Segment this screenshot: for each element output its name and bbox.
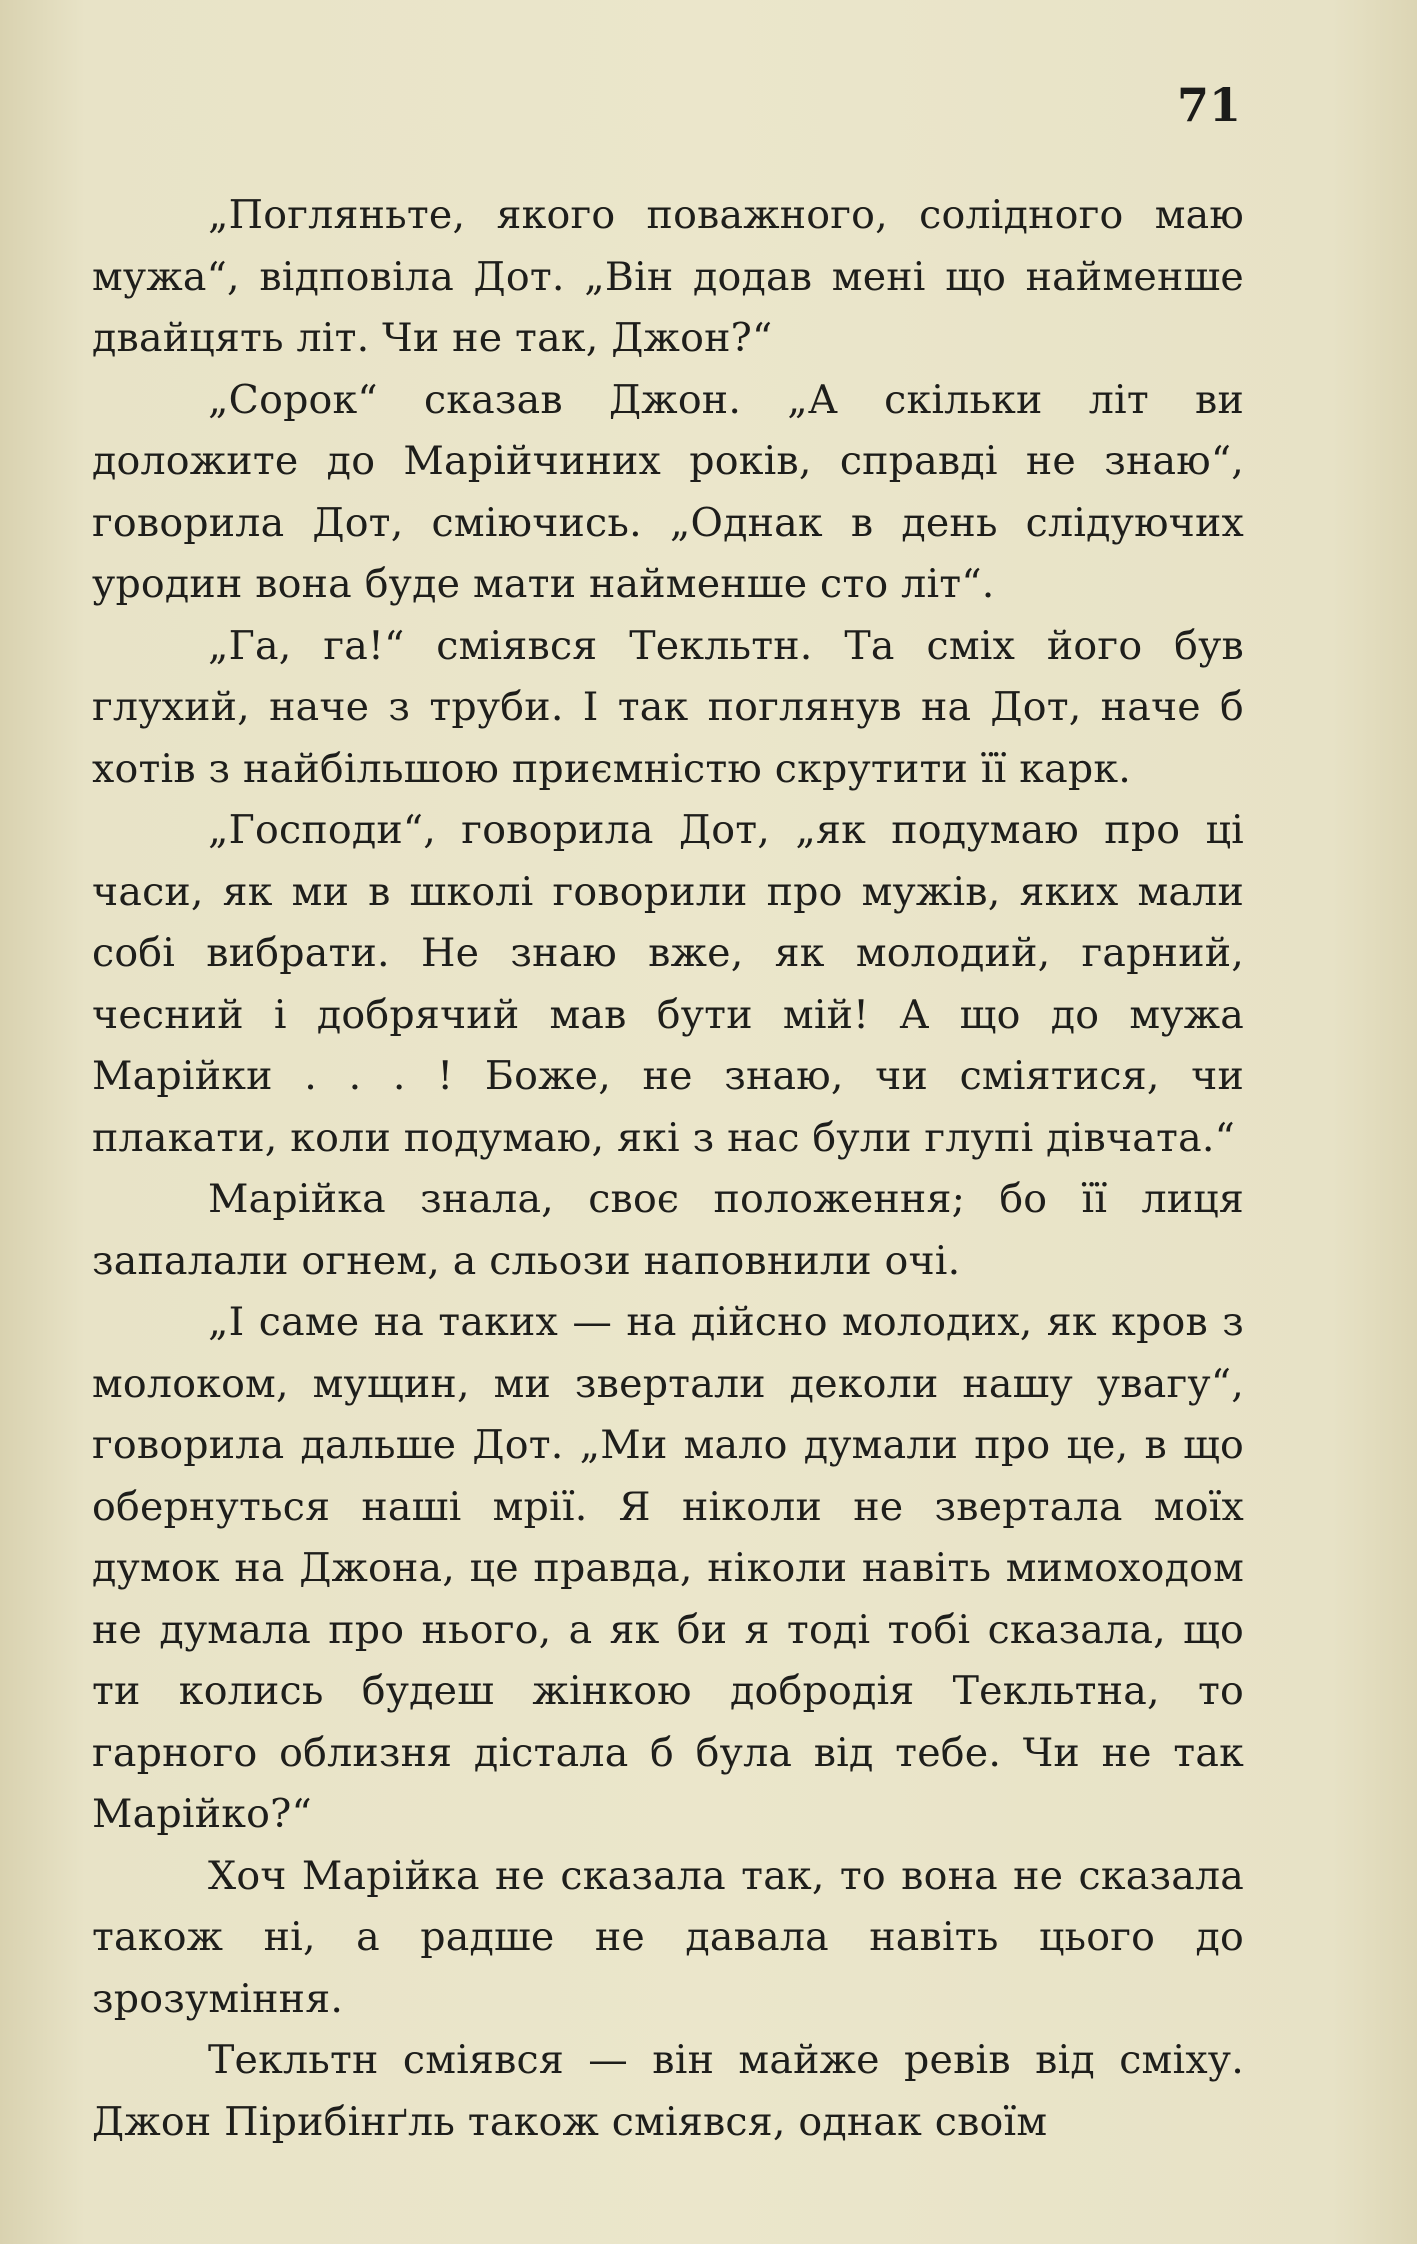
paragraph: Хоч Марійка не сказала так, то вона не сказала також ні, а радше не давала навіть цього до зрозуміння.	[92, 1852, 1244, 2022]
page-number: 71	[1176, 78, 1241, 132]
paragraph: Текльтн сміявся — він майже ревів від сміху. Джон Пірибінґль також сміявся, однак своїм	[92, 2037, 1244, 2145]
paragraph: „Погляньте, якого поважного, солідного маю мужа“, відповіла Дот. „Він додав мені що найменше двайцять літ. Чи не так, Джон?“	[92, 192, 1244, 361]
paragraph: Марійка знала, своє положення; бо її лиця запалали огнем, а сльози наповнили очі.	[92, 1176, 1244, 1284]
paragraph: „Сорок“ сказав Джон. „А скільки літ ви доложите до Марійчиних років, справді не знаю“, говорила Дот, сміючись. „Однак в день слідуючих уродин вона буде мати найменше сто літ“.	[92, 376, 1244, 607]
paragraph: „Га, га!“ сміявся Текльтн. Та сміх його був глухий, наче з труби. І так поглянув на Дот, наче б хотів з найбільшою приємністю скрутити її карк.	[92, 622, 1244, 792]
text-body	[92, 185, 1244, 2153]
paragraph: „І саме на таких — на дійсно молодих, як кров з молоком, мущин, ми звертали деколи нашу увагу“, говорила дальше Дот. „Ми мало думали про це, в що обернуться наші мрії. Я ніколи не звертала моїх думок на Джона, це правда, ніколи навіть мимоходом не думала про нього, а як би я тоді тобі сказала, що ти колись будеш жінкою добродія Текльтна, то гарного облизня дістала б була від тебе. Чи не так Марійко?“	[92, 1299, 1244, 1837]
paragraph: „Господи“, говорила Дот, „як подумаю про ці часи, як ми в школі говорили про мужів, яких мали собі вибрати. Не знаю вже, як молодий, гарний, чесний і добрячий мав бути мій! А що до мужа Марійки . . . ! Боже, не знаю, чи сміятися, чи плакати, коли подумаю, які з нас були глупі дівчата.“	[92, 807, 1244, 1161]
